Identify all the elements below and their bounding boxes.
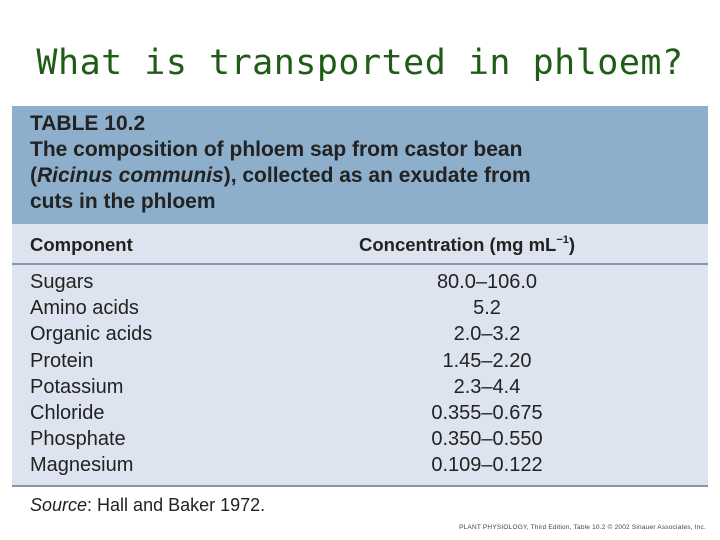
component-cell: Potassium bbox=[30, 375, 124, 398]
concentration-cell: 0.355–0.675 bbox=[431, 401, 543, 424]
table-row bbox=[12, 350, 708, 376]
component-cell: Sugars bbox=[30, 271, 94, 293]
table-row bbox=[12, 297, 708, 323]
table-row bbox=[12, 454, 708, 480]
component-cell: Amino acids bbox=[30, 297, 139, 320]
header-divider bbox=[12, 263, 708, 265]
copyright-credit: PLANT PHYSIOLOGY, Third Edition, Table 10.2 © 2002 Sinauer Associates, Inc. bbox=[459, 524, 706, 531]
caption-line-1: The composition of phloem sap from castor bean bbox=[30, 138, 523, 161]
caption-line-2-rest: ), collected as an exudate from bbox=[223, 164, 531, 187]
source-label: Source bbox=[30, 495, 88, 515]
table-bottom-divider bbox=[12, 485, 708, 487]
table-header-band bbox=[12, 106, 708, 224]
table-caption bbox=[30, 137, 690, 215]
concentration-cell: 5.2 bbox=[473, 297, 501, 320]
table-row bbox=[12, 323, 708, 349]
composition-table bbox=[12, 106, 708, 485]
concentration-cell: 2.0–3.2 bbox=[453, 323, 521, 346]
concentration-cell: 2.3–4.4 bbox=[453, 375, 521, 398]
source-text: : Hall and Baker 1972. bbox=[87, 495, 266, 515]
table-source bbox=[30, 495, 265, 516]
caption-paren-open: ( bbox=[30, 164, 37, 187]
table-body bbox=[12, 271, 708, 481]
concentration-header-text: Concentration (mg mL bbox=[359, 234, 557, 255]
concentration-cell: 0.109–0.122 bbox=[431, 454, 543, 477]
concentration-cell: 80.0–106.0 bbox=[436, 271, 538, 293]
concentration-cell: 0.350–0.550 bbox=[431, 428, 543, 451]
component-cell: Magnesium bbox=[30, 454, 134, 477]
column-header-component: Component bbox=[30, 234, 133, 255]
table-row bbox=[12, 271, 708, 297]
concentration-cell: 1.45–2.20 bbox=[442, 349, 532, 372]
caption-species: Ricinus communis bbox=[37, 164, 224, 187]
component-cell: Organic acids bbox=[30, 323, 153, 346]
slide-title: What is transported in phloem? bbox=[36, 43, 684, 83]
component-cell: Phosphate bbox=[30, 428, 126, 451]
table-number: TABLE 10.2 bbox=[30, 112, 146, 135]
table-row bbox=[12, 428, 708, 454]
table-row bbox=[12, 402, 708, 428]
table-row bbox=[12, 376, 708, 402]
caption-line-3: cuts in the phloem bbox=[30, 190, 216, 213]
column-header-concentration bbox=[359, 234, 575, 256]
concentration-header-exponent: −1 bbox=[556, 233, 569, 246]
component-cell: Chloride bbox=[30, 401, 105, 424]
component-cell: Protein bbox=[30, 349, 94, 372]
concentration-header-close: ) bbox=[568, 234, 576, 255]
